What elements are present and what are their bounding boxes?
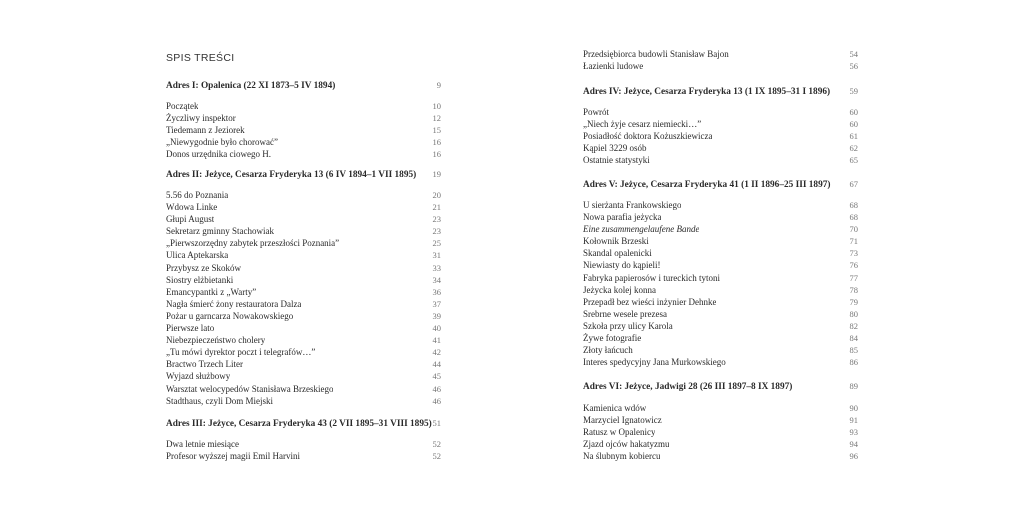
page-number: 60 — [849, 119, 858, 130]
toc-entry — [583, 414, 858, 426]
entry-title: „Pierwszorzędny zabytek przeszłości Poznania” — [166, 238, 340, 249]
page-number: 20 — [432, 190, 441, 200]
toc-entry — [583, 438, 858, 450]
page-number: 15 — [432, 125, 441, 136]
entry-title: Donos urzędnika ciowego H. — [166, 149, 271, 160]
page-number: 44 — [432, 359, 441, 370]
entry-title: Tiedemann z Jeziorek — [166, 125, 245, 136]
page-number: 78 — [849, 284, 858, 295]
toc-entry — [166, 346, 441, 358]
entry-title: Interes spedycyjny Jana Murkowskiego — [583, 357, 726, 368]
toc-entry — [583, 48, 858, 60]
entry-title: Posiadłość doktora Kożuszkiewicza — [583, 131, 713, 142]
page-number: 10 — [432, 101, 441, 111]
chapter-5-list — [583, 199, 858, 368]
chapter-6-list — [583, 402, 858, 462]
toc-entry — [583, 199, 858, 211]
toc-entry — [583, 211, 858, 223]
toc-entry — [166, 383, 441, 395]
entry-title: Pożar u garncarza Nowakowskiego — [166, 310, 294, 321]
page-number: 67 — [849, 179, 858, 189]
toc-entry — [583, 106, 858, 118]
entry-title: Marzyciel Ignatowicz — [583, 415, 662, 426]
page-number: 71 — [849, 236, 858, 247]
toc-entry — [583, 320, 858, 332]
chapter-heading — [583, 379, 858, 393]
toc-entry — [166, 322, 441, 334]
entry-title: Głupi August — [166, 214, 215, 225]
entry-title: Szkoła przy ulicy Karola — [583, 320, 673, 331]
page-number: 40 — [432, 323, 441, 334]
page-number: 9 — [436, 80, 441, 90]
toc-entry — [166, 225, 441, 237]
page-number: 16 — [432, 137, 441, 148]
toc-entry — [583, 332, 858, 344]
toc-entry — [166, 298, 441, 310]
toc-entry — [166, 112, 441, 124]
page-number: 45 — [432, 371, 441, 382]
toc-entry — [583, 272, 858, 284]
toc-entry — [166, 262, 441, 274]
chapter-1-heading — [166, 78, 441, 92]
toc-entry — [583, 402, 858, 414]
toc-entry — [166, 136, 441, 148]
entry-title: Wdowa Linke — [166, 202, 218, 213]
toc-entry — [583, 356, 858, 368]
entry-title: Warsztat welocypedów Stanisława Brzeskiego — [166, 383, 334, 394]
entry-title: „Niech żyje cesarz niemiecki…” — [583, 119, 702, 130]
page-number: 51 — [432, 418, 441, 428]
entry-title: Początek — [166, 101, 199, 111]
toc-entry — [166, 237, 441, 249]
toc-entry — [583, 296, 858, 308]
toc-entry — [583, 284, 858, 296]
page-number: 77 — [849, 272, 858, 283]
entry-title: 5.56 do Poznania — [166, 190, 229, 200]
page-number: 73 — [849, 248, 858, 259]
entry-title: Nagła śmierć żony restauratora Dalza — [166, 298, 302, 309]
page-number: 23 — [432, 226, 441, 237]
entry-title: Kołownik Brzeski — [583, 236, 649, 247]
entry-title: Pierwsze lato — [166, 323, 215, 334]
page-number: 37 — [432, 298, 441, 309]
page-number: 62 — [849, 143, 858, 154]
chapter-heading — [583, 177, 858, 191]
entry-title: Przepadł bez wieści inżynier Dehnke — [583, 296, 717, 307]
toc-entry — [583, 247, 858, 259]
chapter-heading — [166, 78, 441, 92]
page-number: 93 — [849, 427, 858, 438]
entry-title: Na ślubnym kobiercu — [583, 451, 661, 462]
page-number: 86 — [849, 357, 858, 368]
page-number: 34 — [432, 274, 441, 285]
toc-entry — [166, 249, 441, 261]
page-number: 68 — [849, 212, 858, 223]
toc-entry — [583, 308, 858, 320]
chapter-3-list — [166, 438, 441, 462]
page-number: 89 — [849, 381, 858, 391]
page-number: 23 — [432, 214, 441, 225]
entry-title: Bractwo Trzech Liter — [166, 359, 243, 370]
page-number: 91 — [849, 415, 858, 426]
page-number: 31 — [432, 250, 441, 261]
chapter-title: Adres IV: Jeżyce, Cesarza Fryderyka 13 (1 IX 1895–31 I 1896) — [583, 87, 831, 97]
toc-entry — [583, 259, 858, 271]
page-number: 39 — [432, 310, 441, 321]
toc-entry — [583, 130, 858, 142]
page-number: 56 — [849, 61, 858, 72]
chapter-heading — [583, 84, 858, 98]
toc-entry — [583, 60, 858, 72]
toc-entry — [166, 395, 441, 407]
page-number: 52 — [432, 439, 441, 449]
entry-title: Nowa parafia jeżycka — [583, 212, 662, 223]
chapter-title: Adres V: Jeżyce, Cesarza Fryderyka 41 (1 II 1896–25 III 1897) — [583, 180, 831, 190]
page-number: 80 — [849, 308, 858, 319]
toc-entry — [166, 148, 441, 160]
entry-title: Przedsiębiorca budowli Stanisław Bajon — [583, 49, 729, 59]
entry-title: Kamienica wdów — [583, 403, 647, 413]
page-number: 60 — [849, 107, 858, 117]
entry-title: Wyjazd służbowy — [166, 371, 231, 382]
entry-title: U sierżanta Frankowskiego — [583, 200, 682, 210]
entry-title: Życzliwy inspektor — [166, 113, 236, 124]
entry-title: Emancypantki z „Warty” — [166, 286, 257, 297]
page-number: 25 — [432, 238, 441, 249]
chapter-2-list — [166, 189, 441, 407]
chapter-5-heading — [583, 177, 858, 191]
toc-entry — [166, 450, 441, 462]
chapter-4-heading — [583, 84, 858, 98]
toc-entry — [166, 310, 441, 322]
entry-title: Ostatnie statystyki — [583, 155, 650, 166]
page-number: 41 — [432, 335, 441, 346]
toc-entry — [166, 358, 441, 370]
toc-entry — [166, 201, 441, 213]
toc-entry — [583, 344, 858, 356]
entry-title: Dwa letnie miesiące — [166, 439, 239, 449]
toc-entry — [583, 154, 858, 166]
page-number: 42 — [432, 347, 441, 358]
chapter-3-heading — [166, 416, 441, 430]
toc-entry — [166, 124, 441, 136]
page-number: 61 — [849, 131, 858, 142]
page-number: 52 — [432, 451, 441, 462]
entry-title: Profesor wyższej magii Emil Harvini — [166, 451, 300, 462]
entry-title: Stadthaus, czyli Dom Miejski — [166, 395, 273, 406]
toc-entry — [583, 223, 858, 235]
toc-entry — [166, 370, 441, 382]
chapter-title: Adres I: Opalenica (22 XI 1873–5 IV 1894) — [166, 81, 336, 91]
chapter-heading — [166, 416, 441, 430]
entry-title: Niebezpieczeństwo cholery — [166, 335, 266, 346]
entry-title: Eine zusammengelaufene Bande — [583, 224, 700, 235]
entry-title: „Niewygodnie było chorować” — [166, 137, 278, 148]
toc-entry — [166, 286, 441, 298]
page-number: 79 — [849, 296, 858, 307]
page-number: 82 — [849, 320, 858, 331]
entry-title: Żywe fotografie — [583, 333, 642, 344]
chapter-1-list — [166, 100, 441, 160]
page-number: 96 — [849, 451, 858, 462]
page-number: 59 — [849, 86, 858, 96]
entry-title: Ulica Aptekarska — [166, 250, 229, 261]
chapter-title: Adres II: Jeżyce, Cesarza Fryderyka 13 (6 IV 1894–1 VII 1895) — [166, 170, 417, 180]
page-number: 21 — [432, 202, 441, 213]
page-number: 33 — [432, 262, 441, 273]
chapter-title: Adres III: Jeżyce, Cesarza Fryderyka 43 (2 VII 1895–31 VIII 1895) — [166, 419, 432, 429]
page-number: 70 — [849, 224, 858, 235]
entry-title: Sekretarz gminny Stachowiak — [166, 226, 274, 237]
entry-title: Siostry elżbietanki — [166, 274, 234, 285]
toc-entry — [166, 100, 441, 112]
entry-title: Przybysz ze Skoków — [166, 262, 241, 273]
continued-list — [583, 48, 858, 72]
chapter-6-heading — [583, 379, 858, 393]
page-number: 46 — [432, 395, 441, 406]
chapter-heading — [166, 167, 441, 181]
entry-title: Jeżycka kolej konna — [583, 284, 656, 295]
entry-title: Niewiasty do kąpieli! — [583, 260, 661, 271]
entry-title: „Tu mówi dyrektor poczt i telegrafów…” — [166, 347, 316, 358]
entry-title: Powrót — [583, 107, 610, 117]
page-number: 54 — [849, 49, 858, 59]
page-number: 94 — [849, 439, 858, 450]
toc-entry — [166, 274, 441, 286]
toc-entry — [583, 450, 858, 462]
page-number: 90 — [849, 403, 858, 413]
toc-entry — [166, 189, 441, 201]
page-number: 76 — [849, 260, 858, 271]
entry-title: Fabryka papierosów i tureckich tytoni — [583, 272, 720, 283]
chapter-title: Adres VI: Jeżyce, Jadwigi 28 (26 III 1897–8 IX 1897) — [583, 382, 793, 392]
page-number: 68 — [849, 200, 858, 210]
toc-entry — [583, 118, 858, 130]
chapter-2-heading — [166, 167, 441, 181]
toc-entry — [166, 438, 441, 450]
toc-entry — [166, 213, 441, 225]
entry-title: Kąpiel 3229 osób — [583, 143, 647, 154]
entry-title: Złoty łańcuch — [583, 345, 633, 356]
page-number: 84 — [849, 333, 858, 344]
entry-title: Srebrne wesele prezesa — [583, 308, 667, 319]
chapter-4-list — [583, 106, 858, 166]
page-number: 16 — [432, 149, 441, 160]
toc-title: SPIS TREŚCI — [166, 52, 235, 64]
toc-entry — [166, 334, 441, 346]
entry-title: Zjazd ojców hakatyzmu — [583, 439, 670, 450]
entry-title: Łazienki ludowe — [583, 61, 644, 72]
toc-entry — [583, 426, 858, 438]
entry-title: Ratusz w Opalenicy — [583, 427, 656, 438]
page-number: 65 — [849, 155, 858, 166]
page-number: 12 — [432, 113, 441, 124]
toc-entry — [583, 235, 858, 247]
page-number: 19 — [432, 169, 441, 179]
entry-title: Skandal opalenicki — [583, 248, 652, 259]
toc-entry — [583, 142, 858, 154]
page-number: 36 — [432, 286, 441, 297]
page-number: 46 — [432, 383, 441, 394]
page-number: 85 — [849, 345, 858, 356]
